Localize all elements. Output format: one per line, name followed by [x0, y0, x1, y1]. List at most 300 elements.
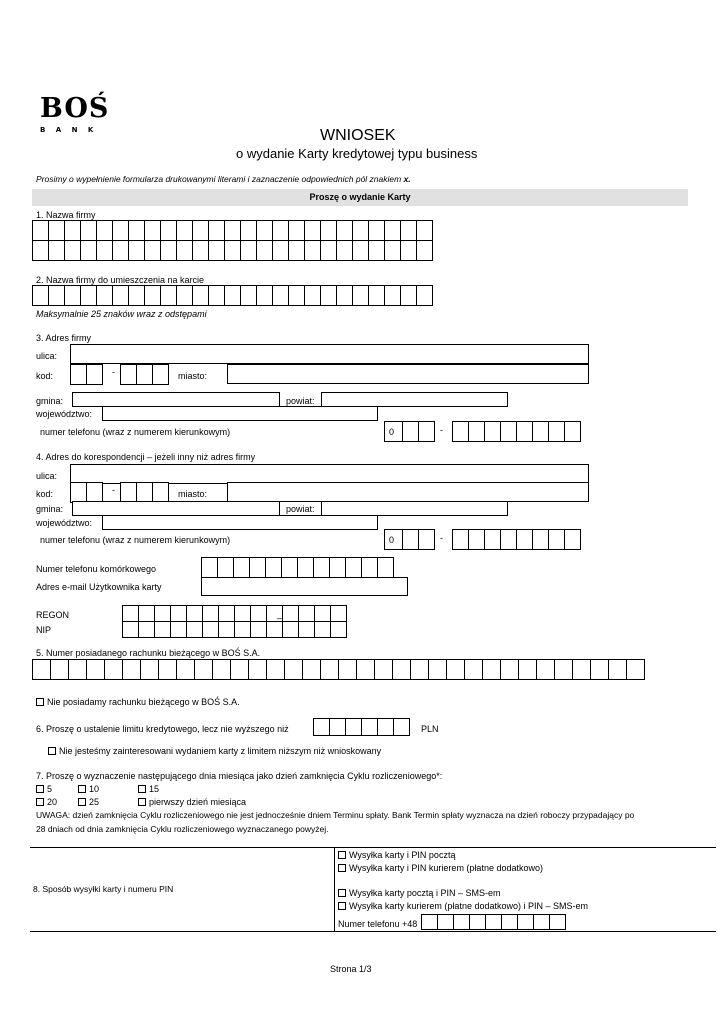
no-account-text: Nie posiadamy rachunku bieżącego w BOŚ S.A.: [47, 697, 240, 707]
logo-text: BOŚ: [40, 93, 110, 124]
input-cell[interactable]: [428, 659, 447, 680]
input-cell[interactable]: [112, 240, 129, 261]
no-account-option[interactable]: [36, 697, 240, 707]
input-cell[interactable]: [304, 220, 321, 241]
input-cell[interactable]: [384, 240, 401, 261]
email-label: Adres e-mail Użytkownika karty: [36, 582, 162, 592]
input-cell[interactable]: [265, 557, 282, 578]
input-cell[interactable]: [393, 718, 410, 736]
page-subtitle: o wydanie Karty kredytowej typu business: [236, 146, 478, 161]
input-cell[interactable]: [272, 220, 289, 241]
input-cell[interactable]: [356, 659, 375, 680]
input-cell[interactable]: [160, 285, 177, 306]
input-cell[interactable]: [485, 914, 502, 930]
corr-city-field[interactable]: [227, 482, 589, 502]
firm-address-label: 3. Adres firmy: [36, 333, 92, 343]
delivery-option-courier[interactable]: [338, 863, 543, 873]
input-cell[interactable]: [96, 220, 113, 241]
corr-phone-dash: -: [440, 533, 443, 543]
input-cell[interactable]: [320, 285, 337, 306]
input-cell[interactable]: [532, 421, 549, 442]
sms-phone-label: Numer telefonu +48: [338, 919, 418, 929]
input-cell[interactable]: [548, 529, 565, 550]
phone-label: numer telefonu (wraz z numerem kierunkowym): [40, 427, 231, 437]
phone-dash: -: [440, 425, 443, 435]
corr-phone-label: numer telefonu (wraz z numerem kierunkowym): [40, 535, 231, 545]
input-cell[interactable]: [234, 605, 251, 622]
input-cell[interactable]: [418, 529, 435, 550]
input-cell[interactable]: [549, 914, 566, 930]
account-number-field[interactable]: [32, 659, 644, 680]
district-field[interactable]: [321, 392, 508, 407]
input-cell[interactable]: [208, 240, 225, 261]
input-cell[interactable]: [288, 240, 305, 261]
input-cell[interactable]: [176, 659, 195, 680]
input-cell[interactable]: [70, 364, 87, 385]
input-cell[interactable]: [32, 220, 49, 241]
input-cell[interactable]: [518, 659, 537, 680]
input-cell[interactable]: [500, 421, 517, 442]
not-interested-text: Nie jesteśmy zainteresowani wydaniem karty z limitem niższym niż wnioskowany: [59, 746, 382, 756]
input-cell[interactable]: [80, 285, 97, 306]
phone-prefix: 0: [389, 427, 395, 437]
input-cell[interactable]: [80, 220, 97, 241]
cycle-option-5[interactable]: [36, 784, 52, 794]
delivery-courier-text: Wysyłka karty i PIN kurierem (płatne dodatkowo): [349, 863, 543, 873]
s8-top-border: [30, 847, 716, 848]
input-cell[interactable]: [330, 621, 347, 638]
card-name-row[interactable]: [32, 285, 432, 306]
input-cell[interactable]: [154, 605, 171, 622]
input-cell[interactable]: [384, 285, 401, 306]
input-cell[interactable]: [281, 557, 298, 578]
input-cell[interactable]: [176, 285, 193, 306]
input-cell[interactable]: [416, 240, 433, 261]
input-cell[interactable]: [284, 659, 303, 680]
input-cell[interactable]: [86, 659, 105, 680]
mobile-label: Numer telefonu komórkowego: [36, 564, 157, 574]
input-cell[interactable]: [410, 659, 429, 680]
input-cell[interactable]: [50, 659, 69, 680]
input-cell[interactable]: [256, 285, 273, 306]
input-cell[interactable]: [208, 220, 225, 241]
input-cell[interactable]: [32, 659, 51, 680]
postcode-part-2[interactable]: [120, 364, 168, 385]
input-cell[interactable]: [208, 285, 225, 306]
input-cell[interactable]: [402, 529, 419, 550]
input-cell[interactable]: [500, 529, 517, 550]
input-cell[interactable]: [468, 529, 485, 550]
input-cell[interactable]: [272, 240, 289, 261]
delivery-post-checkbox[interactable]: [338, 851, 346, 859]
input-cell[interactable]: [152, 482, 169, 503]
input-cell[interactable]: [345, 557, 362, 578]
input-cell[interactable]: [70, 482, 87, 503]
input-cell[interactable]: [240, 240, 257, 261]
corr-district-field[interactable]: [321, 501, 508, 516]
input-cell[interactable]: [329, 557, 346, 578]
input-cell[interactable]: [421, 914, 438, 930]
input-cell[interactable]: [282, 605, 299, 622]
input-cell[interactable]: [516, 529, 533, 550]
input-cell[interactable]: [170, 621, 187, 638]
input-cell[interactable]: [416, 220, 433, 241]
input-cell[interactable]: [234, 621, 251, 638]
corr-postcode-label: kod:: [36, 489, 54, 499]
input-cell[interactable]: [298, 605, 315, 622]
input-cell[interactable]: [128, 240, 145, 261]
input-cell[interactable]: [554, 659, 573, 680]
input-cell[interactable]: [192, 285, 209, 306]
input-cell[interactable]: [176, 240, 193, 261]
cycle-20-text: 20: [47, 797, 58, 807]
input-cell[interactable]: [313, 557, 330, 578]
input-cell[interactable]: [104, 659, 123, 680]
input-cell[interactable]: [64, 240, 81, 261]
input-cell[interactable]: [250, 605, 267, 622]
input-cell[interactable]: [80, 240, 97, 261]
instruction-text: Prosimy o wypełnienie formularza drukowanymi literami i zaznaczenie odpowiednich pól znakiem: [36, 174, 404, 184]
input-cell[interactable]: [224, 240, 241, 261]
cycle-5-text: 5: [47, 784, 53, 794]
input-cell[interactable]: [437, 914, 454, 930]
input-cell[interactable]: [384, 220, 401, 241]
input-cell[interactable]: [564, 529, 581, 550]
input-cell[interactable]: [352, 220, 369, 241]
input-cell[interactable]: [361, 557, 378, 578]
corr-postcode-part-2[interactable]: [120, 482, 168, 503]
input-cell[interactable]: [329, 718, 346, 736]
input-cell[interactable]: [140, 659, 159, 680]
page-number: Strona 1/3: [330, 964, 372, 974]
input-cell[interactable]: [374, 659, 393, 680]
cycle-15-text: 15: [149, 784, 160, 794]
input-cell[interactable]: [122, 605, 139, 622]
input-cell[interactable]: [484, 529, 501, 550]
bank-logo: [40, 94, 109, 134]
firm-name-label: 1. Nazwa firmy: [36, 210, 96, 220]
input-cell[interactable]: [266, 621, 283, 638]
input-cell[interactable]: [256, 240, 273, 261]
limit-label: 6. Proszę o ustalenie limitu kredytowego, lecz nie wyższego niż: [36, 724, 289, 734]
input-cell[interactable]: [176, 220, 193, 241]
firm-name-row-1[interactable]: [32, 220, 432, 241]
input-cell[interactable]: [136, 364, 153, 385]
commune-label: gmina:: [36, 396, 64, 406]
input-cell[interactable]: [400, 285, 417, 306]
not-interested-checkbox[interactable]: [48, 747, 56, 755]
input-cell[interactable]: [402, 421, 419, 442]
corr-district-label: powiat:: [286, 504, 315, 514]
input-cell[interactable]: [218, 605, 235, 622]
input-cell[interactable]: [186, 621, 203, 638]
input-cell[interactable]: [112, 220, 129, 241]
input-cell[interactable]: [320, 659, 339, 680]
input-cell[interactable]: [320, 240, 337, 261]
cycle-10-checkbox[interactable]: [78, 785, 86, 793]
nip-field[interactable]: [122, 621, 346, 638]
not-interested-option[interactable]: [48, 746, 381, 756]
input-cell[interactable]: [160, 220, 177, 241]
email-field[interactable]: [201, 577, 408, 596]
cycle-option-25[interactable]: [78, 797, 99, 807]
input-cell[interactable]: [240, 220, 257, 241]
cycle-option-first-day[interactable]: [138, 797, 246, 807]
input-cell[interactable]: [201, 557, 218, 578]
card-name-label: 2. Nazwa firmy do umieszczenia na karcie: [36, 275, 205, 285]
page-title: WNIOSEK: [320, 127, 396, 144]
mobile-field[interactable]: [201, 557, 393, 578]
delivery-post-sms-checkbox[interactable]: [338, 889, 346, 897]
input-cell[interactable]: [288, 220, 305, 241]
input-cell[interactable]: [272, 285, 289, 306]
input-cell[interactable]: [48, 220, 65, 241]
delivery-option-courier-sms[interactable]: [338, 901, 588, 911]
input-cell[interactable]: [138, 605, 155, 622]
delivery-courier-sms-checkbox[interactable]: [338, 902, 346, 910]
input-cell[interactable]: [302, 659, 321, 680]
input-cell[interactable]: [572, 659, 591, 680]
cycle-option-10[interactable]: [78, 784, 99, 794]
corr-commune-label: gmina:: [36, 504, 64, 514]
cycle-first-day-checkbox[interactable]: [138, 798, 146, 806]
input-cell[interactable]: [48, 285, 65, 306]
input-cell[interactable]: [122, 621, 139, 638]
corr-street-field[interactable]: [70, 464, 589, 484]
input-cell[interactable]: [304, 285, 321, 306]
voivodeship-field[interactable]: [102, 406, 378, 421]
corr-street-label: ulica:: [36, 471, 58, 481]
input-cell[interactable]: [416, 285, 433, 306]
s8-bottom-border: [30, 931, 716, 932]
street-label: ulica:: [36, 351, 58, 361]
input-cell[interactable]: [48, 240, 65, 261]
input-cell[interactable]: [64, 220, 81, 241]
account-label: 5. Numer posiadanego rachunku bieżącego w BOŚ S.A.: [36, 648, 261, 658]
input-cell[interactable]: [469, 914, 486, 930]
input-cell[interactable]: [120, 364, 137, 385]
delivery-post-text: Wysyłka karty i PIN pocztą: [349, 850, 456, 860]
delivery-option-post-sms[interactable]: [338, 888, 500, 898]
input-cell[interactable]: [313, 718, 330, 736]
input-cell[interactable]: [564, 421, 581, 442]
input-cell[interactable]: [314, 621, 331, 638]
firm-name-row-2[interactable]: [32, 240, 432, 261]
input-cell[interactable]: [368, 220, 385, 241]
input-cell[interactable]: [86, 364, 103, 385]
input-cell[interactable]: [418, 421, 435, 442]
input-cell[interactable]: [282, 621, 299, 638]
corr-voivodeship-label: województwo:: [36, 518, 93, 528]
input-cell[interactable]: [224, 285, 241, 306]
input-cell[interactable]: [500, 659, 519, 680]
input-cell[interactable]: [32, 285, 49, 306]
input-cell[interactable]: [626, 659, 645, 680]
input-cell[interactable]: [250, 621, 267, 638]
input-cell[interactable]: [298, 621, 315, 638]
input-cell[interactable]: [96, 240, 113, 261]
input-cell[interactable]: [352, 240, 369, 261]
input-cell[interactable]: [112, 285, 129, 306]
input-cell[interactable]: [392, 659, 411, 680]
input-cell[interactable]: [233, 557, 250, 578]
input-cell[interactable]: [361, 718, 378, 736]
input-cell[interactable]: [345, 718, 362, 736]
input-cell[interactable]: [248, 659, 267, 680]
input-cell[interactable]: [160, 240, 177, 261]
input-cell[interactable]: [32, 240, 49, 261]
input-cell[interactable]: [266, 659, 285, 680]
instruction: [36, 174, 411, 184]
input-cell[interactable]: [138, 621, 155, 638]
delivery-courier-checkbox[interactable]: [338, 864, 346, 872]
input-cell[interactable]: [240, 285, 257, 306]
nip-label: NIP: [36, 625, 52, 635]
corr-voivodeship-field[interactable]: [102, 515, 378, 530]
input-cell[interactable]: [202, 605, 219, 622]
billing-note-line-1: UWAGA: dzień zamknięcia Cyklu rozliczeniowego nie jest jednocześnie dniem Terminu spłaty. Bank Termin spłaty wyznacza na dzień roboczy przypadający po: [36, 810, 635, 820]
sms-phone-field[interactable]: [421, 914, 565, 930]
corr-phone-number[interactable]: [452, 529, 580, 550]
input-cell[interactable]: [192, 240, 209, 261]
input-cell[interactable]: [144, 220, 161, 241]
input-cell[interactable]: [464, 659, 483, 680]
input-cell[interactable]: [377, 718, 394, 736]
city-label: miasto:: [178, 371, 208, 381]
input-cell[interactable]: [194, 659, 213, 680]
delivery-post-sms-text: Wysyłka karty pocztą i PIN – SMS-em: [349, 888, 501, 898]
input-cell[interactable]: [453, 914, 470, 930]
input-cell[interactable]: [484, 421, 501, 442]
input-cell[interactable]: [64, 285, 81, 306]
input-cell[interactable]: [170, 605, 187, 622]
input-cell[interactable]: [256, 220, 273, 241]
limit-currency: PLN: [421, 724, 439, 734]
input-cell[interactable]: [532, 529, 549, 550]
commune-field[interactable]: [72, 392, 280, 407]
input-cell[interactable]: [536, 659, 555, 680]
limit-field[interactable]: [313, 718, 409, 736]
input-cell[interactable]: [212, 659, 231, 680]
delivery-courier-sms-text: Wysyłka karty kurierem (płatne dodatkowo) i PIN – SMS-em: [349, 901, 588, 911]
input-cell[interactable]: [249, 557, 266, 578]
phone-number[interactable]: [452, 421, 580, 442]
cycle-20-checkbox[interactable]: [36, 798, 44, 806]
input-cell[interactable]: [330, 605, 347, 622]
input-cell[interactable]: [533, 914, 550, 930]
input-cell[interactable]: [158, 659, 177, 680]
billing-note-line-2: 28 dniach od dnia zamknięcia Cyklu rozliczeniowego wyznaczanego powyżej.: [36, 824, 329, 834]
input-cell[interactable]: [224, 220, 241, 241]
input-cell[interactable]: [446, 659, 465, 680]
input-cell[interactable]: [400, 220, 417, 241]
logo-subtext: B A N K: [40, 126, 98, 134]
input-cell[interactable]: [608, 659, 627, 680]
voivodeship-label: województwo:: [36, 409, 93, 419]
input-cell[interactable]: [144, 240, 161, 261]
input-cell[interactable]: [517, 914, 534, 930]
postcode-label: kod:: [36, 371, 54, 381]
district-label: powiat:: [286, 396, 315, 406]
input-cell[interactable]: [86, 482, 103, 503]
input-cell[interactable]: [202, 621, 219, 638]
cycle-25-text: 25: [89, 797, 100, 807]
input-cell[interactable]: [144, 285, 161, 306]
input-cell[interactable]: [297, 557, 314, 578]
input-cell[interactable]: [336, 285, 353, 306]
input-cell[interactable]: [482, 659, 501, 680]
input-cell[interactable]: [338, 659, 357, 680]
input-cell[interactable]: [368, 240, 385, 261]
correspondence-address-label: 4. Adres do korespondencji – jeżeli inny niż adres firmy: [36, 452, 256, 462]
input-cell[interactable]: [288, 285, 305, 306]
input-cell[interactable]: [548, 421, 565, 442]
input-cell[interactable]: [230, 659, 249, 680]
input-cell[interactable]: [368, 285, 385, 306]
no-account-checkbox[interactable]: [36, 698, 44, 706]
input-cell[interactable]: [136, 482, 153, 503]
input-cell[interactable]: [217, 557, 234, 578]
cycle-option-20[interactable]: [36, 797, 57, 807]
cycle-first-day-text: pierwszy dzień miesiąca: [149, 797, 247, 807]
input-cell[interactable]: [122, 659, 141, 680]
cycle-15-checkbox[interactable]: [138, 785, 146, 793]
input-cell[interactable]: [400, 240, 417, 261]
input-cell[interactable]: [352, 285, 369, 306]
input-cell[interactable]: [320, 220, 337, 241]
street-field[interactable]: [70, 344, 589, 364]
input-cell[interactable]: [304, 240, 321, 261]
regon-label: REGON: [36, 610, 70, 620]
regon-field[interactable]: [122, 605, 346, 622]
input-cell[interactable]: [452, 529, 469, 550]
cycle-option-15[interactable]: [138, 784, 159, 794]
input-cell[interactable]: [516, 421, 533, 442]
input-cell[interactable]: [452, 421, 469, 442]
input-cell[interactable]: [468, 421, 485, 442]
corr-city-label: miasto:: [178, 489, 208, 499]
input-cell[interactable]: [377, 557, 394, 578]
input-cell[interactable]: [336, 220, 353, 241]
input-cell[interactable]: [192, 220, 209, 241]
postcode-dash: -: [112, 367, 115, 377]
input-cell[interactable]: [68, 659, 87, 680]
card-name-note: Maksymalnie 25 znaków wraz z odstępami: [36, 309, 207, 319]
cycle-25-checkbox[interactable]: [78, 798, 86, 806]
delivery-option-post[interactable]: [338, 850, 455, 860]
input-cell[interactable]: [590, 659, 609, 680]
input-cell[interactable]: [128, 220, 145, 241]
input-cell[interactable]: [96, 285, 113, 306]
cycle-10-text: 10: [89, 784, 100, 794]
input-cell[interactable]: [336, 240, 353, 261]
city-field[interactable]: [227, 364, 589, 384]
instruction-mark: x.: [403, 174, 411, 184]
input-cell[interactable]: [218, 621, 235, 638]
corr-commune-field[interactable]: [72, 501, 280, 516]
cycle-5-checkbox[interactable]: [36, 785, 44, 793]
input-cell[interactable]: [186, 605, 203, 622]
input-cell[interactable]: [154, 621, 171, 638]
input-cell[interactable]: [128, 285, 145, 306]
input-cell[interactable]: [152, 364, 169, 385]
corr-postcode-part-1[interactable]: [70, 482, 102, 503]
input-cell[interactable]: [120, 482, 137, 503]
delivery-method-label: 8. Sposób wysyłki karty i numeru PIN: [33, 884, 174, 894]
input-cell[interactable]: [314, 605, 331, 622]
postcode-part-1[interactable]: [70, 364, 102, 385]
input-cell[interactable]: [501, 914, 518, 930]
